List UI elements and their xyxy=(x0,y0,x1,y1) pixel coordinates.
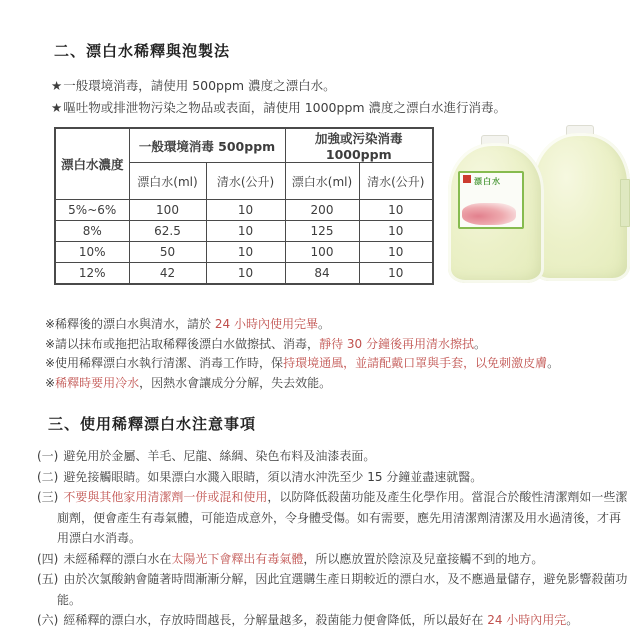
item-text: 避免接觸眼睛。如果漂白水濺入眼睛，須以清水沖洗至少 15 分鐘並盡速就醫。 xyxy=(63,469,483,484)
list-item xyxy=(37,467,629,488)
value-cell: 10 xyxy=(359,221,433,242)
note-text: 。 xyxy=(317,317,330,331)
item-text: ，以防降低殺菌功能及產生化學作用。當混合於酸性清潔劑如一些潔廁劑，便會產生有毒氣體，可能造成意外，令身體受傷。如有需要，應先用清潔劑清潔及用水過清後，才再用漂白水消毒。 xyxy=(57,490,628,545)
star-icon: ★ xyxy=(51,78,63,93)
concentration-cell: 8% xyxy=(55,221,129,242)
table-group-header-500ppm: 一般環境消毒 500ppm xyxy=(129,128,285,163)
item-text: 由於次氯酸鈉會隨著時間漸漸分解，因此宜選購生產日期較近的漂白水，及不應過量儲存，避免影響殺菌功能。 xyxy=(57,572,628,607)
document-content xyxy=(37,40,628,631)
item-highlight: 24 小時內用完 xyxy=(487,613,567,627)
note-text: 。 xyxy=(547,356,560,370)
item-number: (二) xyxy=(37,469,59,484)
table-header-row xyxy=(55,128,433,163)
concentration-cell: 12% xyxy=(55,263,129,285)
item-number: (五) xyxy=(37,572,59,586)
value-cell: 10 xyxy=(206,200,285,221)
notes-section xyxy=(45,315,613,393)
table-row xyxy=(55,221,433,242)
note-line xyxy=(45,315,613,335)
table-subheader: 漂白水(ml) xyxy=(285,163,359,200)
star-icon: ★ xyxy=(51,100,63,115)
table-and-photo-row xyxy=(48,127,613,291)
value-cell: 10 xyxy=(359,263,433,285)
item-number: (一) xyxy=(37,449,59,463)
note-text: ※稀釋後的漂白水與清水，請於 xyxy=(45,317,215,331)
table-subheader: 漂白水(ml) xyxy=(129,163,206,200)
label-artwork xyxy=(462,203,516,225)
table-row xyxy=(55,263,433,285)
note-text: ，因熱水會讓成分分解，失去效能。 xyxy=(139,375,332,390)
value-cell: 10 xyxy=(206,242,285,263)
bleach-jug-back xyxy=(532,133,630,281)
note-highlight: 持環境通風，並請配戴口罩與手套，以免刺激皮膚 xyxy=(283,356,548,370)
bottle-label xyxy=(458,171,524,229)
note-highlight: 24 小時內使用完畢 xyxy=(214,317,318,331)
list-item xyxy=(37,610,629,631)
value-cell: 100 xyxy=(129,200,206,221)
value-cell: 62.5 xyxy=(129,221,206,242)
table-subheader: 清水(公升) xyxy=(359,163,433,200)
bullet-text: 嘔吐物或排泄物污染之物品或表面，請使用 1000ppm 濃度之漂白水進行消毒。 xyxy=(63,100,507,115)
table-row xyxy=(55,200,433,221)
note-text: 。 xyxy=(473,336,486,351)
value-cell: 200 xyxy=(285,200,359,221)
note-text: ※ xyxy=(45,375,56,390)
note-line xyxy=(45,335,613,355)
note-text: ※使用稀釋漂白水執行清潔、消毒工作時，保 xyxy=(45,356,284,370)
item-text: 經稀釋的漂白水，存放時間越長，分解量越多，殺菌能力便會降低，所以最好在 xyxy=(63,613,488,627)
note-text: ※請以抹布或拖把沾取稀釋後漂白水做擦拭、消毒， xyxy=(45,336,320,351)
item-text: ，所以應放置於陰涼及兒童接觸不到的地方。 xyxy=(303,551,544,566)
back-label-edge xyxy=(620,179,630,227)
list-item xyxy=(37,487,629,549)
table-corner-header: 漂白水濃度 xyxy=(55,128,129,200)
bullet-text: 一般環境消毒，請使用 500ppm 濃度之漂白水。 xyxy=(63,78,336,93)
item-number: (三) xyxy=(37,490,59,504)
value-cell: 125 xyxy=(285,221,359,242)
bullet-line xyxy=(51,97,613,119)
item-number: (四) xyxy=(37,551,59,566)
concentration-cell: 10% xyxy=(55,242,129,263)
list-item xyxy=(37,569,629,610)
bottle-label-text: 漂白水 xyxy=(474,177,502,186)
item-number: (六) xyxy=(37,613,59,627)
item-text: 避免用於金屬、羊毛、尼龍、絲綢、染色布料及油漆表面。 xyxy=(63,449,376,463)
section3-title: 三、使用稀釋漂白水注意事項 xyxy=(48,415,257,433)
list-item xyxy=(37,446,629,467)
table-group-header-1000ppm: 加強或污染消毒 1000ppm xyxy=(285,128,433,163)
note-line xyxy=(45,374,613,394)
value-cell: 84 xyxy=(285,263,359,285)
list-item xyxy=(37,549,629,570)
brand-logo-icon xyxy=(463,175,471,183)
bleach-bottles-photo xyxy=(448,123,613,291)
value-cell: 50 xyxy=(129,242,206,263)
note-line xyxy=(45,354,613,374)
item-text: 。 xyxy=(566,613,579,627)
dilution-table xyxy=(54,127,434,285)
precaution-list xyxy=(37,446,628,631)
item-highlight: 不要與其他家用清潔劑一併或混和使用 xyxy=(63,490,268,504)
item-text: 未經稀釋的漂白水在 xyxy=(63,551,172,566)
table-subheader: 清水(公升) xyxy=(206,163,285,200)
note-highlight: 靜待 30 分鐘後再用清水擦拭 xyxy=(319,336,474,351)
value-cell: 10 xyxy=(359,242,433,263)
concentration-cell: 5%~6% xyxy=(55,200,129,221)
value-cell: 42 xyxy=(129,263,206,285)
note-highlight: 稀釋時要用冷水 xyxy=(55,375,140,390)
section2-title: 二、漂白水稀釋與泡製法 xyxy=(54,42,231,60)
value-cell: 10 xyxy=(359,200,433,221)
item-highlight: 太陽光下會釋出有毒氣體 xyxy=(171,551,304,566)
value-cell: 100 xyxy=(285,242,359,263)
value-cell: 10 xyxy=(206,221,285,242)
table-row xyxy=(55,242,433,263)
value-cell: 10 xyxy=(206,263,285,285)
bullet-line xyxy=(51,75,613,97)
